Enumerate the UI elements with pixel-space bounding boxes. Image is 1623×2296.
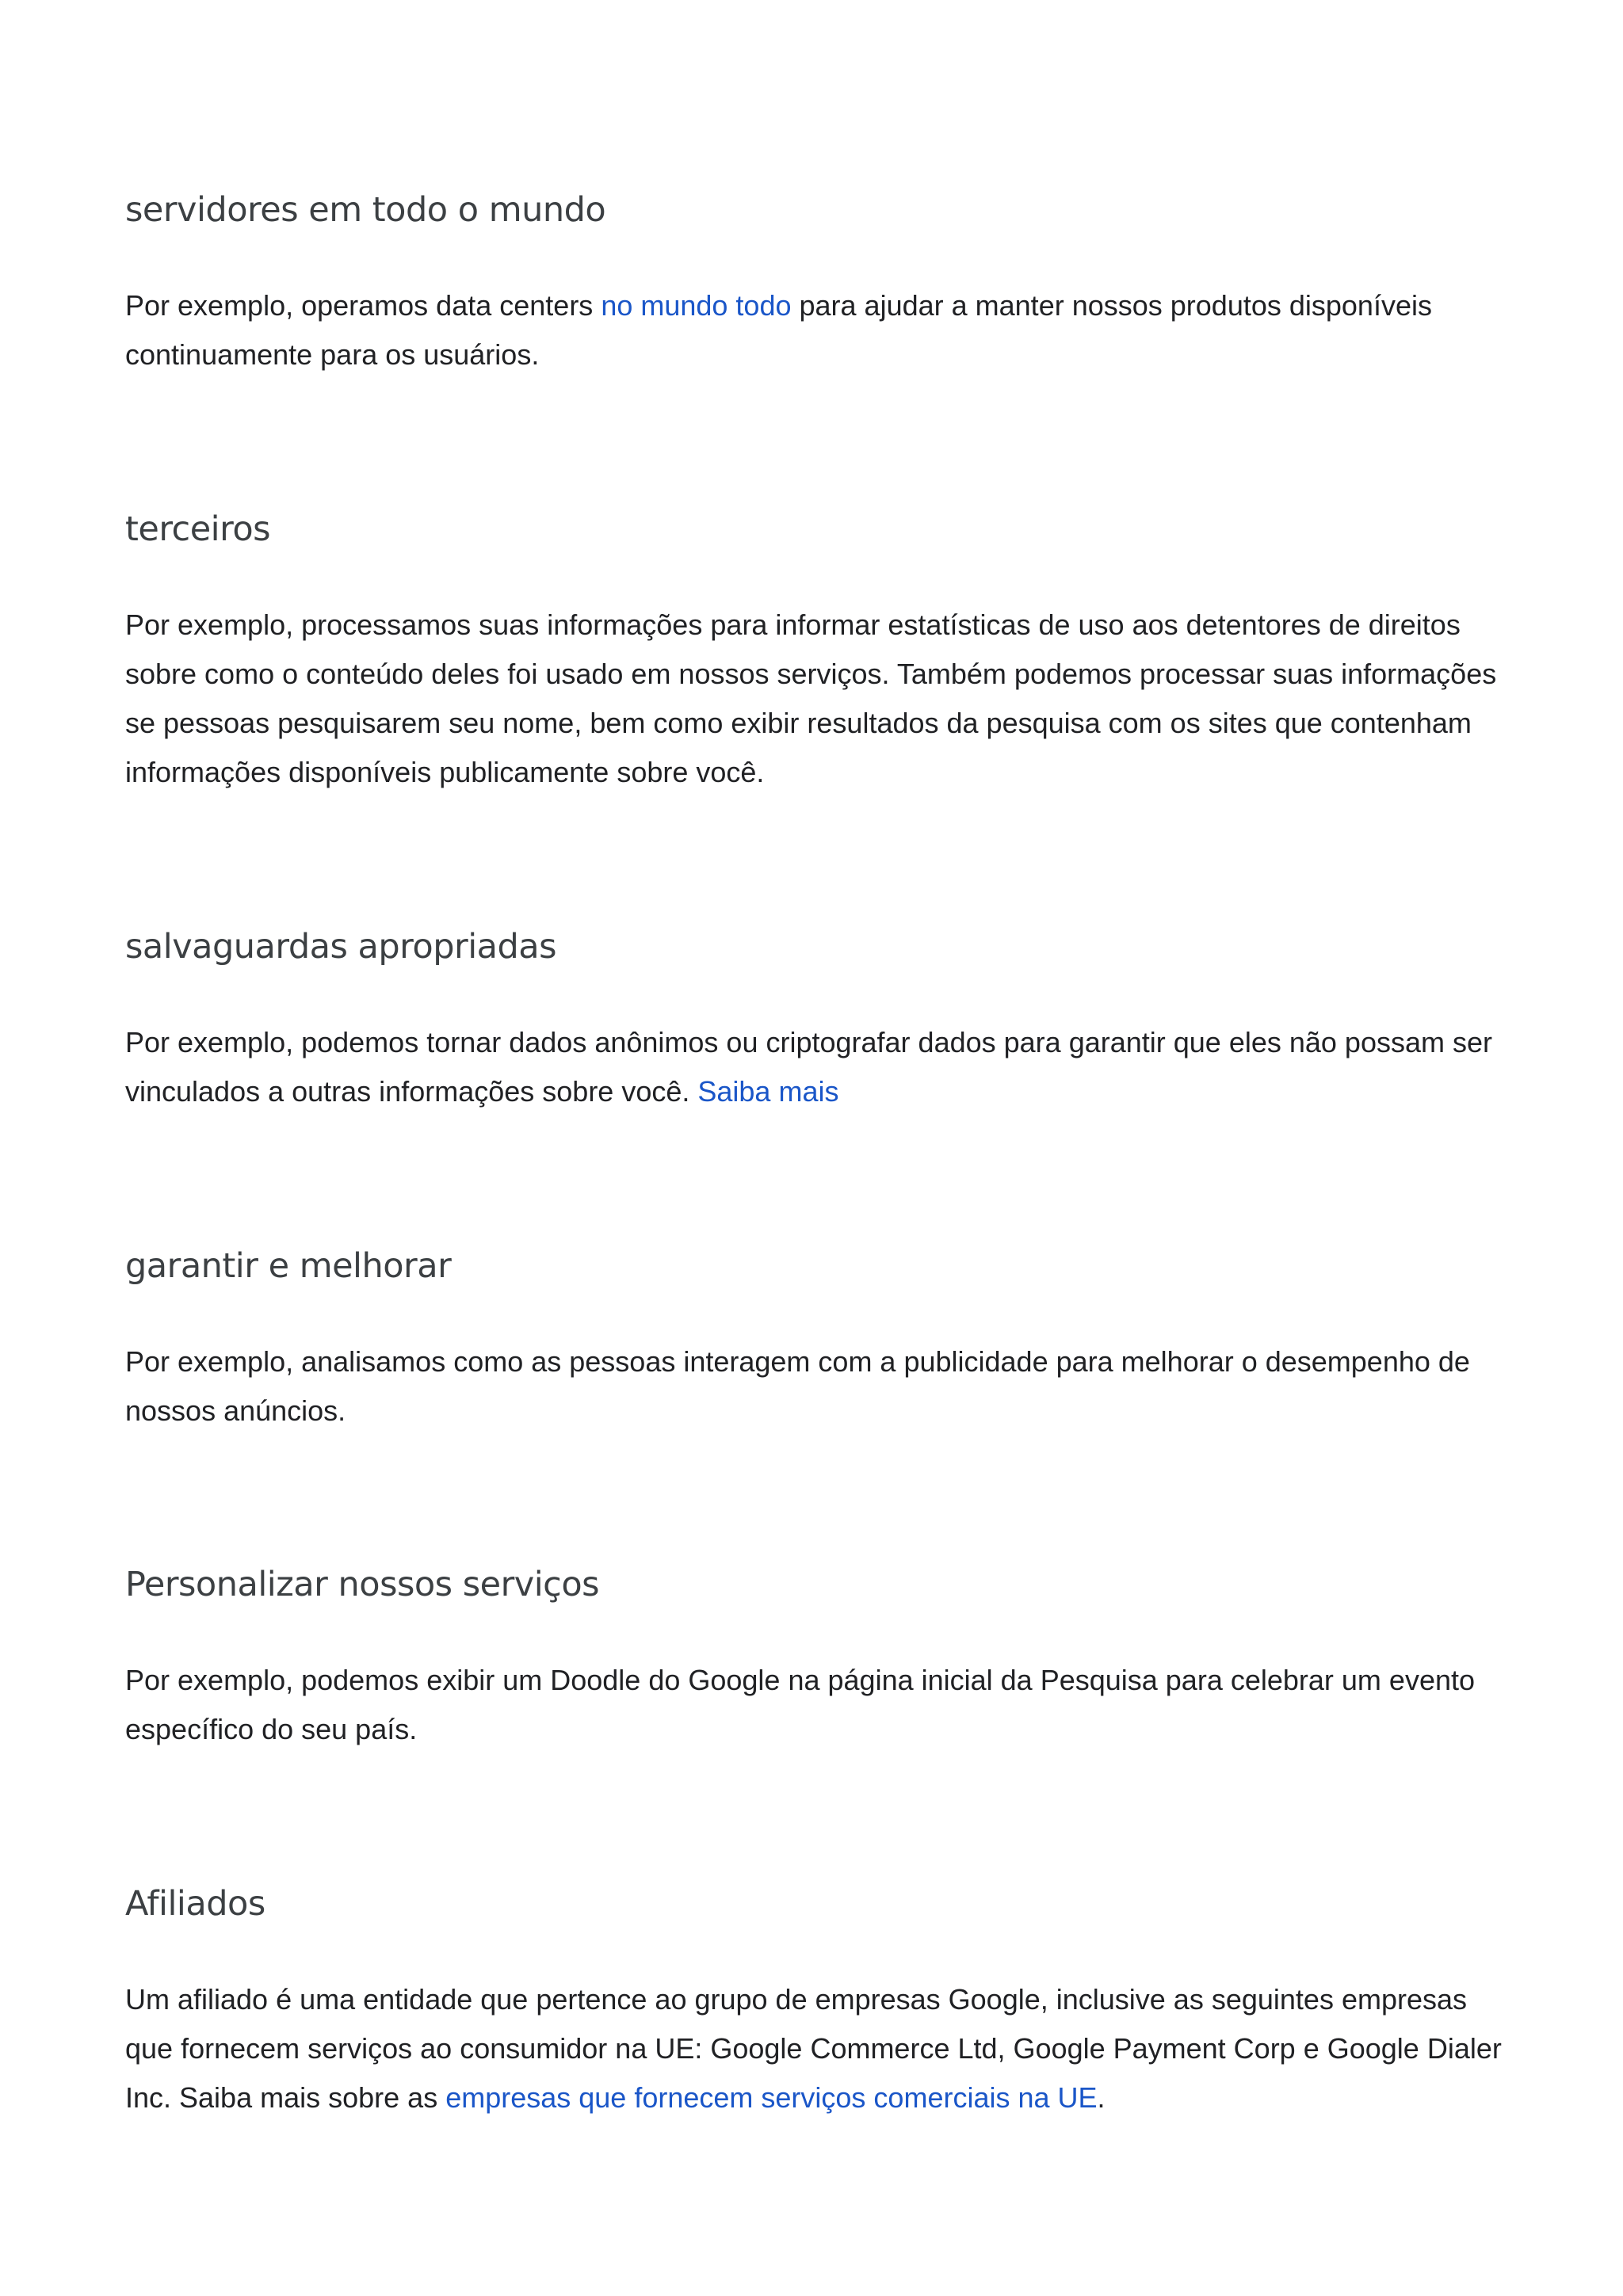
section-afiliados bbox=[125, 1882, 1504, 2122]
section-paragraph bbox=[125, 281, 1504, 379]
section-servidores bbox=[125, 188, 1504, 379]
section-paragraph: Por exemplo, processamos suas informações para informar estatísticas de uso aos detentores de direitos sobre como o conteúdo deles foi usado em nossos serviços. Também podemos processar suas informações se pessoas pesquisarem seu nome, bem como exibir resultados da pesquisa com os sites que contenham informações disponíveis publicamente sobre você. bbox=[125, 608, 1497, 788]
section-personalizar bbox=[125, 1562, 1504, 1754]
section-heading: terceiros bbox=[125, 509, 271, 549]
paragraph-text: . bbox=[1097, 2081, 1106, 2114]
section-heading: servidores em todo o mundo bbox=[125, 190, 606, 230]
section-paragraph: Por exemplo, analisamos como as pessoas interagem com a publicidade para melhorar o desempenho de nossos anúncios. bbox=[125, 1345, 1470, 1427]
section-paragraph: Por exemplo, podemos exibir um Doodle do Google na página inicial da Pesquisa para celebrar um evento específico do seu país. bbox=[125, 1664, 1476, 1745]
empresas-ue-link[interactable]: empresas que fornecem serviços comerciais na UE bbox=[445, 2081, 1098, 2114]
paragraph-text: Um afiliado é uma entidade que pertence ao grupo de empresas Google, inclusive as seguintes empresas que fornecem serviços ao consumidor na UE: Google Commerce Ltd, Google Payment Corp e Google Dialer Inc. Saiba mais sobre as bbox=[125, 1983, 1502, 2114]
paragraph-text: Por exemplo, podemos tornar dados anônimos ou criptografar dados para garantir que eles não possam ser vinculados a outras informações sobre você. bbox=[125, 1026, 1492, 1108]
paragraph-text: Por exemplo, operamos data centers bbox=[125, 289, 601, 322]
section-heading: salvaguardas apropriadas bbox=[125, 927, 557, 967]
no-mundo-todo-link[interactable]: no mundo todo bbox=[601, 289, 792, 322]
section-heading: garantir e melhorar bbox=[125, 1246, 452, 1286]
section-terceiros bbox=[125, 507, 1504, 797]
paragraph-text: para ajudar a manter nossos produtos disponíveis continuamente para os usuários. bbox=[125, 289, 1432, 371]
section-paragraph bbox=[125, 1975, 1504, 2122]
section-garantir bbox=[125, 1244, 1504, 1436]
section-paragraph bbox=[125, 1018, 1504, 1116]
section-heading: Personalizar nossos serviços bbox=[125, 1565, 600, 1604]
saiba-mais-link[interactable]: Saiba mais bbox=[697, 1075, 839, 1108]
section-salvaguardas bbox=[125, 925, 1504, 1116]
section-heading: Afiliados bbox=[125, 1884, 265, 1924]
